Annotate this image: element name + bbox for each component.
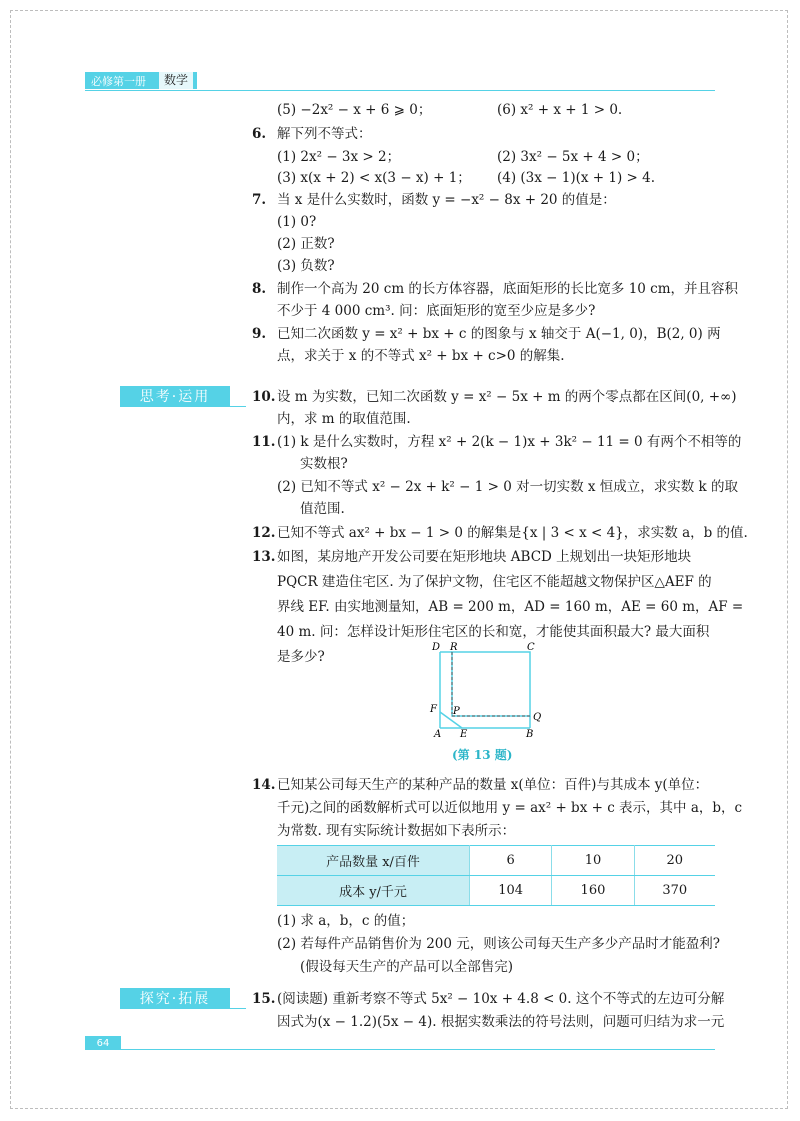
table-cell: 20 bbox=[634, 846, 715, 876]
q14-3: (假设每天生产的产品可以全部售完) bbox=[300, 959, 514, 975]
label-a: A bbox=[434, 729, 442, 738]
label-b: B bbox=[526, 729, 534, 738]
q11-text-4: 值范围. bbox=[300, 501, 345, 517]
header-band bbox=[85, 72, 197, 89]
label-f: F bbox=[430, 704, 437, 715]
q13-figure bbox=[420, 638, 550, 738]
q10-text-2: 内，求 m 的取值范围. bbox=[277, 411, 411, 427]
exercise-5-5: (5) −2x² − x + 6 ⩾ 0； bbox=[277, 102, 432, 118]
header-rule bbox=[85, 90, 715, 91]
q6-4: (4) (3x − 1)(x + 1) > 4. bbox=[497, 170, 656, 186]
table-cell: 10 bbox=[552, 846, 634, 876]
q13-text-2: PQCR 建造住宅区. 为了保护文物，住宅区不能超越文物保护区△AEF 的 bbox=[277, 574, 712, 590]
q7-2: (2) 正数? bbox=[277, 236, 335, 252]
q9-number: 9. bbox=[252, 326, 267, 342]
q6-2: (2) 3x² − 5x + 4 > 0； bbox=[497, 149, 649, 165]
q7-number: 7. bbox=[252, 192, 267, 208]
label-q: Q bbox=[533, 712, 542, 723]
table-header: 成本 y/千元 bbox=[277, 876, 470, 906]
q8-text: 制作一个高为 20 cm 的长方体容器，底面矩形的长比宽多 10 cm，并且容积 bbox=[277, 281, 739, 297]
q6-text: 解下列不等式： bbox=[277, 126, 372, 142]
q7-text: 当 x 是什么实数时，函数 y = −x² − 8x + 20 的值是： bbox=[277, 192, 616, 208]
q11-number: 11. bbox=[252, 434, 276, 450]
q13-text: 如图，某房地产开发公司要在矩形地块 ABCD 上规划出一块矩形地块 bbox=[277, 549, 692, 565]
q8-number: 8. bbox=[252, 281, 267, 297]
q6-1: (1) 2x² − 3x > 2； bbox=[277, 149, 401, 165]
q14-text-2: 千元)之间的函数解析式可以近似地用 y = ax² + bx + c 表示，其中 a，b，c bbox=[277, 800, 743, 816]
section-tag-line bbox=[120, 1008, 246, 1009]
q7-3: (3) 负数? bbox=[277, 258, 335, 274]
q12-text: 已知不等式 ax² + bx − 1 > 0 的解集是{x | 3 < x < 4}，求实数 a，b 的值. bbox=[277, 525, 748, 541]
q13-number: 13. bbox=[252, 549, 276, 565]
q9-text: 已知二次函数 y = x² + bx + c 的图象与 x 轴交于 A(−1, 0)，B(2, 0) 两 bbox=[277, 326, 721, 342]
book-title: 必修第一册 bbox=[91, 74, 146, 88]
q8-text-2: 不少于 4 000 cm³. 问：底面矩形的宽至少应是多少? bbox=[277, 303, 596, 319]
page-number: 64 bbox=[85, 1036, 121, 1050]
q12-number: 12. bbox=[252, 525, 276, 541]
q13-text-4: 40 m. 问：怎样设计矩形住宅区的长和宽，才能使其面积最大? 最大面积 bbox=[277, 624, 710, 640]
q11-text-3: (2) 已知不等式 x² − 2x + k² − 1 > 0 对一切实数 x 恒成立，求实数 k 的取 bbox=[277, 479, 739, 495]
q13-text-3: 界线 EF. 由实地测量知，AB = 200 m，AD = 160 m，AE = 60 m，AF = bbox=[277, 599, 744, 615]
subject-title: 数学 bbox=[159, 72, 193, 89]
table-cell: 160 bbox=[552, 876, 634, 906]
q6-3: (3) x(x + 2) < x(3 − x) + 1； bbox=[277, 170, 471, 186]
q13-text-5: 是多少? bbox=[277, 649, 325, 665]
table-row bbox=[277, 876, 715, 906]
label-r: R bbox=[450, 642, 458, 653]
label-p: P bbox=[453, 706, 460, 717]
section-tag-line bbox=[120, 406, 246, 407]
q15-number: 15. bbox=[252, 991, 276, 1007]
q11-text-2: 实数根? bbox=[300, 456, 348, 472]
table-header: 产品数量 x/百件 bbox=[277, 846, 470, 876]
exercise-5-6: (6) x² + x + 1 > 0. bbox=[497, 102, 623, 118]
q9-text-2: 点，求关于 x 的不等式 x² + bx + c>0 的解集. bbox=[277, 348, 565, 364]
table-cell: 370 bbox=[634, 876, 715, 906]
figure-caption: (第 13 题) bbox=[452, 748, 513, 762]
q10-text: 设 m 为实数，已知二次函数 y = x² − 5x + m 的两个零点都在区间(0, +∞) bbox=[277, 389, 737, 405]
table-cell: 6 bbox=[470, 846, 552, 876]
q14-number: 14. bbox=[252, 777, 276, 793]
label-e: E bbox=[460, 729, 468, 738]
q14-1: (1) 求 a，b，c 的值； bbox=[277, 913, 415, 929]
q11-text: (1) k 是什么实数时，方程 x² + 2(k − 1)x + 3k² − 11 = 0 有两个不相等的 bbox=[277, 434, 742, 450]
q10-number: 10. bbox=[252, 389, 276, 405]
table-cell: 104 bbox=[470, 876, 552, 906]
q6-number: 6. bbox=[252, 126, 267, 142]
table-row bbox=[277, 846, 715, 876]
rect-pqcr bbox=[452, 652, 530, 716]
q15-text: (阅读题) 重新考察不等式 5x² − 10x + 4.8 < 0. 这个不等式的左边可分解 bbox=[277, 991, 725, 1007]
q14-text-3: 为常数. 现有实际统计数据如下表所示： bbox=[277, 823, 516, 839]
q14-2: (2) 若每件产品销售价为 200 元，则该公司每天生产多少产品时才能盈利? bbox=[277, 936, 721, 952]
footer-rule bbox=[85, 1049, 715, 1050]
label-c: C bbox=[527, 642, 535, 653]
q15-text-2: 因式为(x − 1.2)(5x − 4). 根据实数乘法的符号法则，问题可归结为求一元 bbox=[277, 1014, 725, 1030]
section-tag-think: 思考·运用 bbox=[120, 386, 230, 406]
data-table bbox=[277, 845, 715, 906]
label-d: D bbox=[432, 642, 441, 653]
q7-1: (1) 0? bbox=[277, 214, 317, 230]
q14-text: 已知某公司每天生产的某种产品的数量 x(单位：百件)与其成本 y(单位： bbox=[277, 777, 709, 793]
section-tag-explore: 探究·拓展 bbox=[120, 988, 230, 1008]
